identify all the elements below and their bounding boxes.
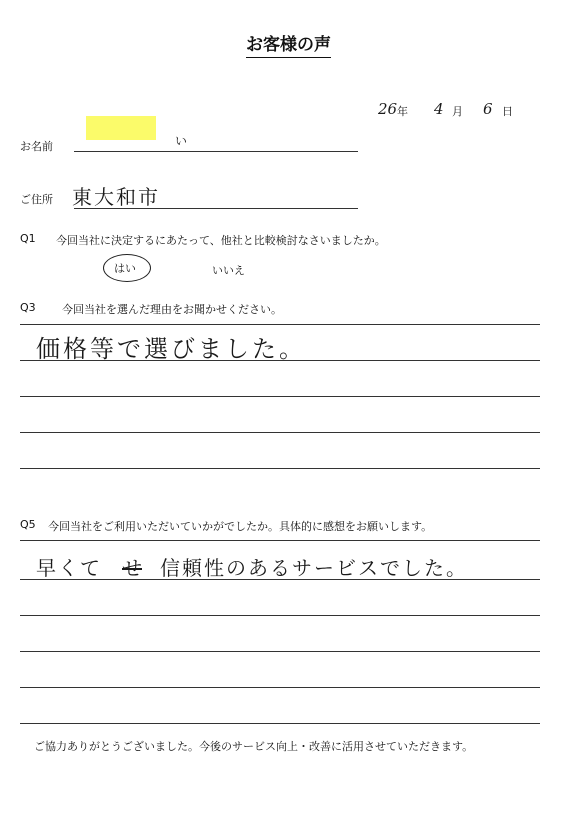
q1-option-yes: はい xyxy=(114,262,136,275)
q3-line-4 xyxy=(20,432,540,433)
q1-text: 今回当社に決定するにあたって、他社と比較検討なさいましたか。 xyxy=(56,234,386,247)
footer-message: ご協力ありがとうございました。今後のサービス向上・改善に活用させていただきます。 xyxy=(34,740,474,753)
q5-line-3 xyxy=(20,615,540,616)
q5-text: 今回当社をご利用いただいていかがでしたか。具体的に感想をお願いします。 xyxy=(48,520,433,533)
q3-line-5 xyxy=(20,468,540,469)
date-month: 4 xyxy=(434,100,444,118)
q3-line-1 xyxy=(20,324,540,325)
q3-line-3 xyxy=(20,396,540,397)
name-value: い xyxy=(175,134,188,148)
date-day-unit: 日 xyxy=(502,105,513,118)
q3-answer: 価格等で選びました。 xyxy=(36,335,306,363)
q1-option-no: いいえ xyxy=(212,264,245,277)
q3-text: 今回当社を選んだ理由をお聞かせください。 xyxy=(62,303,282,316)
name-redaction xyxy=(86,116,156,140)
address-value: 東大和市 xyxy=(72,185,160,209)
address-label: ご住所 xyxy=(20,193,53,206)
q3-line-2 xyxy=(20,360,540,361)
q5-line-1 xyxy=(20,540,540,541)
q5-answer-prefix: 早くて xyxy=(36,556,102,580)
q5-line-6 xyxy=(20,723,540,724)
q5-line-5 xyxy=(20,687,540,688)
q5-answer-struck: せ xyxy=(122,556,142,580)
q5-line-4 xyxy=(20,651,540,652)
date-year: 26 xyxy=(378,100,398,118)
q5-answer-rest: 信頼性のあるサービスでした。 xyxy=(160,556,468,580)
date-day: 6 xyxy=(483,100,493,118)
q1-number: Q1 xyxy=(20,232,36,245)
name-label: お名前 xyxy=(20,140,53,153)
page-title: お客様の声 xyxy=(0,30,577,55)
date-month-unit: 月 xyxy=(452,105,463,118)
address-underline xyxy=(74,208,358,209)
q3-number: Q3 xyxy=(20,301,36,314)
name-underline xyxy=(74,151,358,152)
date-year-unit: 年 xyxy=(397,105,408,118)
q5-number: Q5 xyxy=(20,518,36,531)
q5-line-2 xyxy=(20,579,540,580)
